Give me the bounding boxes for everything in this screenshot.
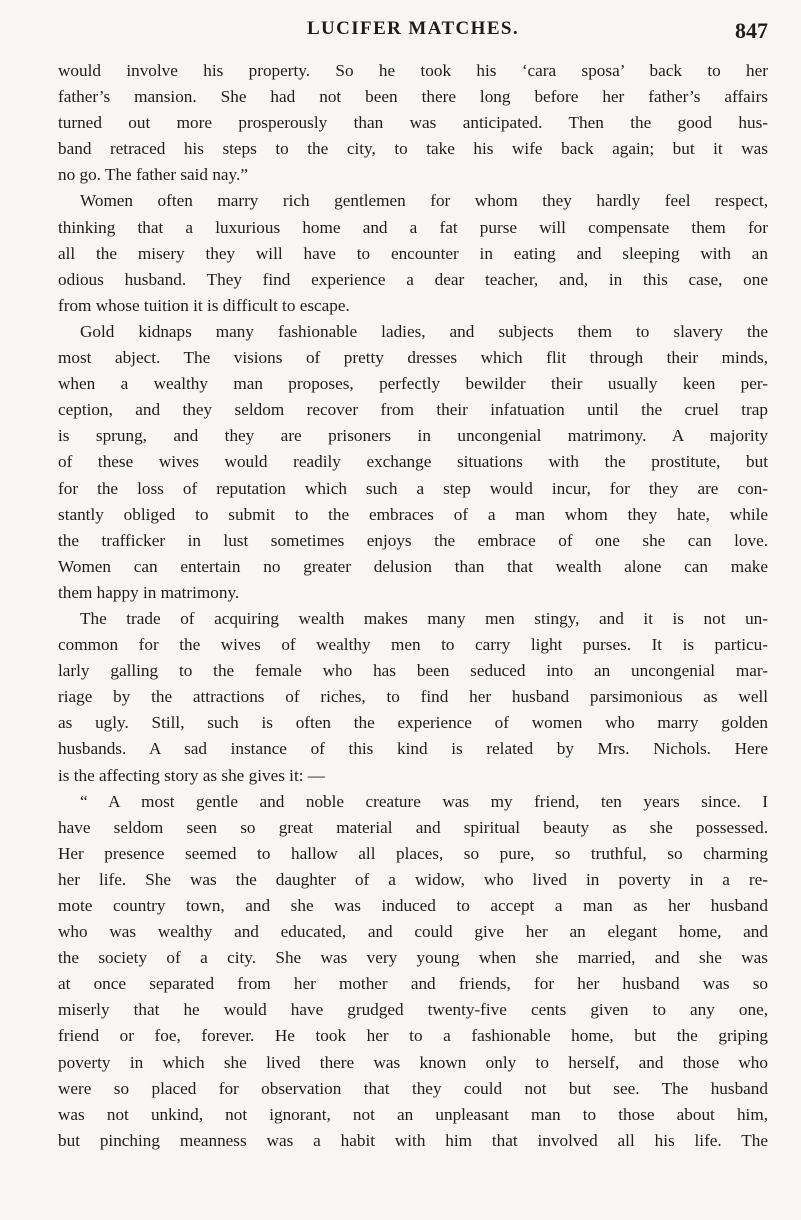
text-line: stantly obliged to submit to the embraces of a man whom they hate, while <box>58 504 768 524</box>
text-line: ception, and they seldom recover from their infatuation until the cruel trap <box>58 400 768 420</box>
text-line: but pinching meanness was a habit with him that involved all his life. The <box>58 1130 768 1150</box>
body-text <box>58 58 768 1154</box>
text-line: at once separated from her mother and friends, for her husband was so <box>58 974 768 994</box>
text-line: Women can entertain no greater delusion than that wealth alone can make <box>58 556 768 576</box>
text-line: Her presence seemed to hallow all places, so pure, so truthful, so charming <box>58 843 768 863</box>
text-line: Gold kidnaps many fashionable ladies, and subjects them to slavery the <box>80 321 768 341</box>
paragraph <box>58 319 768 606</box>
text-line: turned out more prosperously than was anticipated. Then the good hus- <box>58 113 768 133</box>
text-line: them happy in matrimony. <box>58 582 240 602</box>
paragraph <box>58 789 768 1154</box>
text-line: mote country town, and she was induced to accept a man as her husband <box>58 896 768 915</box>
text-line: “ A most gentle and noble creature was my friend, ten years since. I <box>80 791 768 811</box>
text-line: The trade of acquiring wealth makes many men stingy, and it is not un- <box>80 608 768 628</box>
text-line: have seldom seen so great material and spiritual beauty as she possessed. <box>58 817 768 837</box>
text-line: common for the wives of wealthy men to carry light purses. It is particu- <box>58 635 768 655</box>
text-line: would involve his property. So he took his ‘cara sposa’ back to her <box>58 61 768 80</box>
text-line: miserly that he would have grudged twenty-five cents given to any one, <box>58 1000 768 1020</box>
text-line: was not unkind, not ignorant, not an unpleasant man to those about him, <box>58 1104 768 1124</box>
text-line: as ugly. Still, such is often the experience of women who marry golden <box>58 713 768 733</box>
text-line: larly galling to the female who has been seduced into an uncongenial mar- <box>58 661 768 681</box>
text-line: poverty in which she lived there was known only to herself, and those who <box>58 1052 768 1072</box>
text-line: friend or foe, forever. He took her to a fashionable home, but the griping <box>58 1026 768 1046</box>
running-head: LUCIFER MATCHES. <box>306 18 520 39</box>
text-line: no go. The father said nay.” <box>58 165 248 185</box>
page-header <box>58 18 768 48</box>
text-line: band retraced his steps to the city, to take his wife back again; but it was <box>58 139 768 159</box>
text-line: Women often marry rich gentlemen for whom they hardly feel respect, <box>80 191 768 211</box>
text-line: is the affecting story as she gives it: — <box>58 765 325 785</box>
text-line: is sprung, and they are prisoners in uncongenial matrimony. A majority <box>58 426 768 446</box>
text-line: who was wealthy and educated, and could give her an elegant home, and <box>58 922 768 942</box>
page-number: 847 <box>735 18 768 43</box>
text-line: the society of a city. She was very young when she married, and she was <box>58 948 768 968</box>
paragraph <box>58 188 768 318</box>
text-line: husbands. A sad instance of this kind is related by Mrs. Nichols. Here <box>58 739 768 759</box>
text-line: were so placed for observation that they could not but see. The husband <box>58 1078 768 1098</box>
text-line: riage by the attractions of riches, to find her husband parsimonious as well <box>58 687 768 707</box>
paragraph <box>58 606 768 789</box>
text-line: father’s mansion. She had not been there long before her father’s affairs <box>58 87 768 107</box>
text-line: the trafficker in lust sometimes enjoys the embrace of one she can love. <box>58 530 768 550</box>
paragraph <box>58 58 768 188</box>
text-line: most abject. The visions of pretty dresses which flit through their minds, <box>58 348 768 368</box>
text-line: odious husband. They find experience a dear teacher, and, in this case, one <box>58 269 768 289</box>
text-line: when a wealthy man proposes, perfectly bewilder their usually keen per- <box>58 374 768 394</box>
text-line: thinking that a luxurious home and a fat purse will compensate them for <box>58 217 768 237</box>
text-line: of these wives would readily exchange situations with the prostitute, but <box>58 452 768 472</box>
text-line: her life. She was the daughter of a widow, who lived in poverty in a re- <box>58 869 768 889</box>
text-line: for the loss of reputation which such a step would incur, for they are con- <box>58 478 768 498</box>
text-line: from whose tuition it is difficult to escape. <box>58 295 350 315</box>
text-line: all the misery they will have to encounter in eating and sleeping with an <box>58 243 768 263</box>
